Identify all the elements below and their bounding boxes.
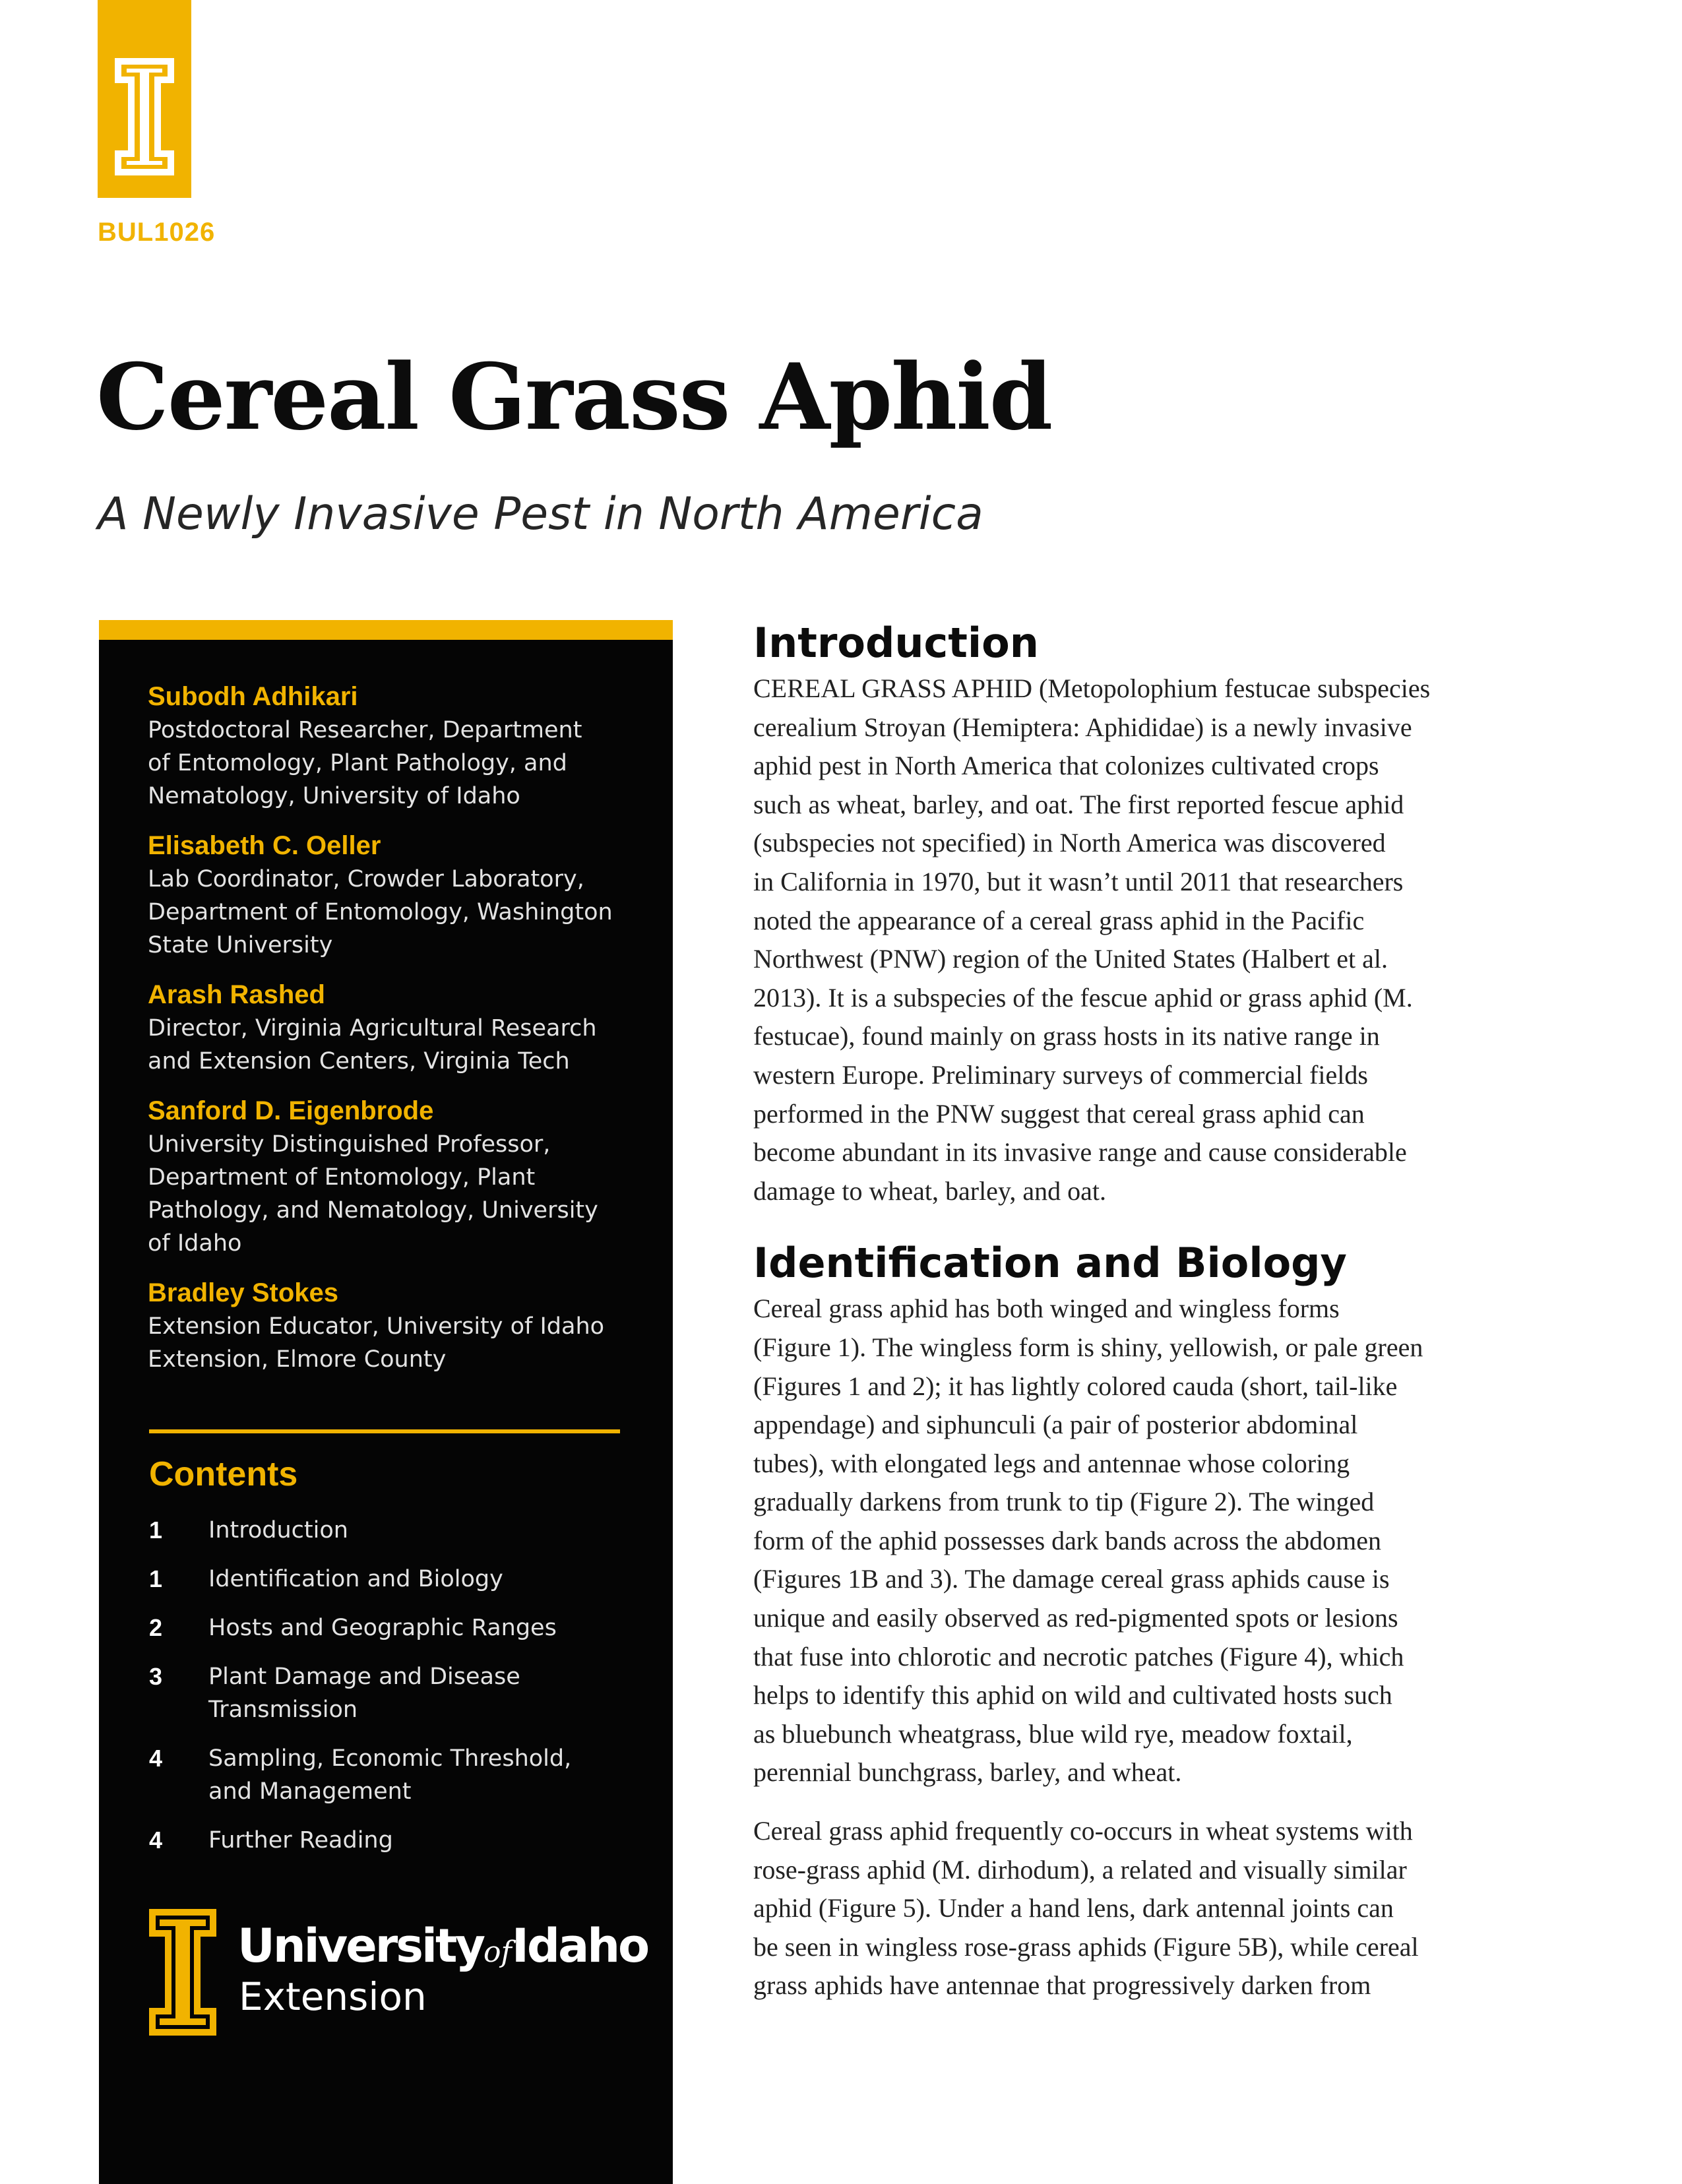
logo-wordmark <box>237 1919 648 1979</box>
logo-word-of: of <box>483 1935 512 1969</box>
toc-item-label: and Management <box>208 1778 412 1805</box>
text-line: Cereal grass aphid frequently co-occurs in wheat systems with <box>753 1816 1413 1846</box>
table-of-contents <box>149 1514 650 1873</box>
text-line: in California in 1970, but it wasn’t until 2011 that researchers <box>753 866 1404 896</box>
toc-item-introduction[interactable] <box>149 1514 650 1547</box>
author-affiliation: University Distinguished Professor, <box>148 1131 551 1158</box>
author-entry <box>148 828 649 962</box>
contents-heading: Contents <box>149 1455 298 1493</box>
toc-item-sampling[interactable] <box>149 1742 650 1808</box>
text-line: as bluebunch wheatgrass, blue wild rye, meadow foxtail, <box>753 1718 1353 1749</box>
toc-item-label: Plant Damage and Disease <box>208 1664 520 1690</box>
toc-item-label: Hosts and Geographic Ranges <box>208 1615 557 1641</box>
text-line: be seen in wingless rose-grass aphids (Figure 5B), while cereal <box>753 1931 1419 1962</box>
author-affiliation: of Idaho <box>148 1230 242 1257</box>
text-line: tubes), with elongated legs and antennae whose coloring <box>753 1448 1350 1478</box>
section-heading-identification: Identification and Biology <box>753 1239 1347 1288</box>
toc-item-label: Introduction <box>208 1517 348 1544</box>
text-line: (Figures 1 and 2); it has lightly colored cauda (short, tail-like <box>753 1371 1398 1401</box>
toc-item-label: Sampling, Economic Threshold, <box>208 1745 572 1772</box>
toc-page-number: 4 <box>149 1826 163 1854</box>
identification-paragraph <box>753 1290 1584 1792</box>
author-affiliation: Extension, Elmore County <box>148 1346 447 1373</box>
toc-item-label: Transmission <box>208 1697 358 1723</box>
text-line: cerealium Stroyan (Hemiptera: Aphididae) is a newly invasive <box>753 712 1412 742</box>
author-entry <box>148 1276 649 1376</box>
author-entry <box>148 978 649 1078</box>
text-line: (Figure 1). The wingless form is shiny, yellowish, or pale green <box>753 1332 1423 1362</box>
author-affiliation: of Entomology, Plant Pathology, and <box>148 750 567 776</box>
text-line: damage to wheat, barley, and oat. <box>753 1175 1106 1206</box>
text-line: CEREAL GRASS APHID (Metopolophium festucae subspecies <box>753 673 1431 703</box>
author-affiliation: Postdoctoral Researcher, Department <box>148 717 582 743</box>
toc-item-label: Identification and Biology <box>208 1566 503 1592</box>
intro-paragraph <box>753 670 1584 1210</box>
sidebar-top-bar <box>99 620 673 640</box>
author-affiliation: and Extension Centers, Virginia Tech <box>148 1048 570 1075</box>
rose-grass-paragraph <box>753 1812 1584 2005</box>
university-of-idaho-extension-logo <box>146 1906 648 2038</box>
author-affiliation: Nematology, University of Idaho <box>148 783 520 809</box>
toc-page-number: 4 <box>149 1745 163 1772</box>
text-line: unique and easily observed as red-pigmented spots or lesions <box>753 1603 1398 1633</box>
section-heading-introduction: Introduction <box>753 619 1039 667</box>
block-i-icon <box>111 54 178 179</box>
text-line: become abundant in its invasive range and cause considerable <box>753 1137 1407 1168</box>
text-line: perennial bunchgrass, barley, and wheat. <box>753 1757 1182 1788</box>
author-entry <box>148 1094 649 1260</box>
author-affiliation: Lab Coordinator, Crowder Laboratory, <box>148 866 584 892</box>
toc-page-number: 1 <box>149 1565 163 1592</box>
author-affiliation: State University <box>148 932 333 958</box>
logo-word-extension: Extension <box>239 1974 427 2019</box>
sidebar <box>99 620 673 2184</box>
sidebar-divider <box>149 1429 620 1433</box>
text-line: Northwest (PNW) region of the United States (Halbert et al. <box>753 944 1388 974</box>
text-line: 2013). It is a subspecies of the fescue aphid or grass aphid (M. <box>753 982 1413 1013</box>
author-affiliation: Director, Virginia Agricultural Research <box>148 1015 597 1042</box>
toc-item-hosts[interactable] <box>149 1611 650 1644</box>
text-line: Cereal grass aphid has both winged and wingless forms <box>753 1294 1340 1324</box>
toc-item-identification[interactable] <box>149 1563 650 1596</box>
toc-page-number: 2 <box>149 1614 163 1641</box>
toc-item-plant-damage[interactable] <box>149 1660 650 1726</box>
text-line: (Figures 1B and 3). The damage cereal grass aphids cause is <box>753 1564 1390 1594</box>
text-line: performed in the PNW suggest that cereal grass aphid can <box>753 1098 1365 1129</box>
university-i-badge <box>98 0 191 198</box>
author-name: Bradley Stokes <box>148 1278 339 1307</box>
toc-page-number: 3 <box>149 1663 163 1690</box>
author-name: Subodh Adhikari <box>148 682 358 711</box>
text-line: western Europe. Preliminary surveys of commercial fields <box>753 1059 1368 1090</box>
author-affiliation: Department of Entomology, Plant <box>148 1164 536 1191</box>
text-line: form of the aphid possesses dark bands across the abdomen <box>753 1525 1381 1555</box>
logo-word-idaho: Idaho <box>511 1919 648 1973</box>
author-affiliation: Department of Entomology, Washington <box>148 899 613 925</box>
bulletin-number: BUL1026 <box>98 218 216 247</box>
author-entry <box>148 679 649 813</box>
text-line: festucae), found mainly on grass hosts in its native range in <box>753 1021 1380 1051</box>
page-subtitle: A Newly Invasive Pest in North America <box>98 488 983 540</box>
text-line: grass aphids have antennae that progressively darken from <box>753 1970 1371 2001</box>
logo-block-i-icon <box>146 1906 219 2038</box>
text-line: rose-grass aphid (M. dirhodum), a related and visually similar <box>753 1854 1407 1885</box>
text-line: (subspecies not specified) in North America was discovered <box>753 828 1386 858</box>
text-line: helps to identify this aphid on wild and cultivated hosts such <box>753 1680 1392 1710</box>
author-affiliation: Extension Educator, University of Idaho <box>148 1313 605 1340</box>
text-line: noted the appearance of a cereal grass aphid in the Pacific <box>753 905 1365 935</box>
text-line: aphid pest in North America that colonizes cultivated crops <box>753 751 1379 781</box>
author-name: Elisabeth C. Oeller <box>148 831 381 860</box>
toc-item-label: Further Reading <box>208 1827 393 1854</box>
text-line: such as wheat, barley, and oat. The first reported fescue aphid <box>753 789 1404 819</box>
author-name: Sanford D. Eigenbrode <box>148 1096 434 1125</box>
author-affiliation: Pathology, and Nematology, University <box>148 1197 598 1224</box>
toc-page-number: 1 <box>149 1516 163 1544</box>
text-line: gradually darkens from trunk to tip (Figure 2). The winged <box>753 1487 1375 1517</box>
author-list <box>148 679 649 1392</box>
author-name: Arash Rashed <box>148 980 325 1009</box>
text-line: appendage) and siphunculi (a pair of posterior abdominal <box>753 1410 1358 1440</box>
text-line: that fuse into chlorotic and necrotic patches (Figure 4), which <box>753 1641 1404 1671</box>
page-title: Cereal Grass Aphid <box>96 343 1052 451</box>
text-line: aphid (Figure 5). Under a hand lens, dark antennal joints can <box>753 1893 1394 1923</box>
main-content <box>753 617 1584 2005</box>
logo-word-university: University <box>237 1919 484 1973</box>
toc-item-further-reading[interactable] <box>149 1824 650 1857</box>
